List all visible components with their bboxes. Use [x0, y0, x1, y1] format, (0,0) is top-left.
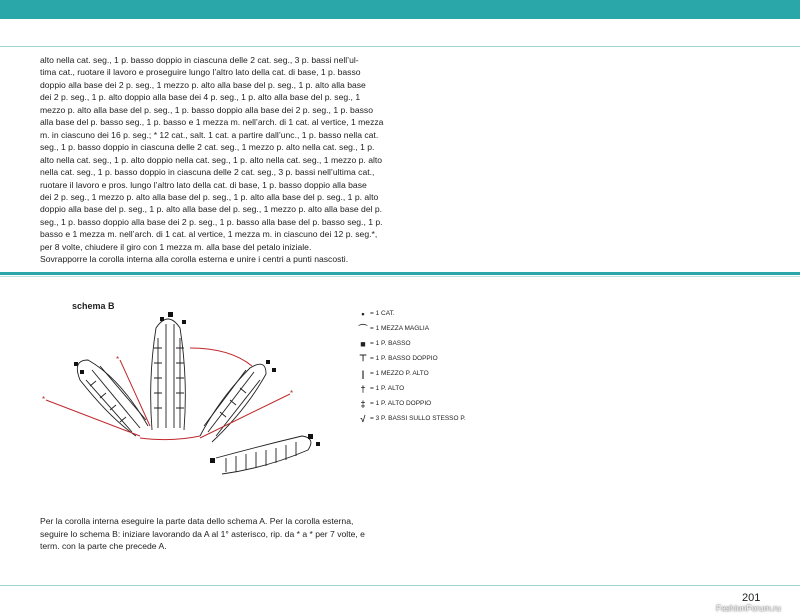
- stitch-marker: [80, 370, 84, 374]
- asterisk-marker: *: [116, 355, 120, 364]
- text-line: m. in ciascuno dei 16 p. seg.; * 12 cat., salt. 1 cat. a partire dall’unc., 1 p. basso nella cat.: [40, 129, 379, 140]
- stitch-marker: [168, 312, 173, 317]
- legend-label: = 1 P. BASSO: [370, 340, 411, 347]
- legend-label: = 1 CAT.: [370, 310, 395, 317]
- text-line: Per la corolla interna eseguire la parte data dello schema A. Per la corolla esterna,: [40, 516, 354, 526]
- single-crochet-icon: ■: [360, 338, 366, 349]
- text-line: seg., 1 p. basso doppio alla base dei 2 p. seg., 1 p. basso alla base del p. basso seg., 1 p.: [40, 216, 383, 227]
- stitch-legend: [356, 306, 536, 426]
- text-line: dei 2 p. seg., 1 p. alto doppio alla base dei 4 p. seg., 1 p. alto alla base del p. seg., 1: [40, 92, 361, 103]
- increase-icon: √: [360, 413, 366, 424]
- legend-label: = 1 MEZZA MAGLIA: [370, 325, 430, 332]
- text-line: alto nella cat. seg., 1 p. alto doppio nella cat. seg., 1 p. alto nella cat. seg., 1 mezzo p. alto: [40, 154, 383, 165]
- stitch-marker: [182, 320, 186, 324]
- stitch-marker: [210, 458, 215, 463]
- asterisk-marker: *: [42, 395, 46, 404]
- petal-lower-right: [216, 436, 311, 474]
- legend-item: [356, 336, 536, 351]
- section-divider-thin: [0, 276, 800, 277]
- legend-label: = 1 P. ALTO: [370, 385, 405, 392]
- legend-label: = 1 MEZZO P. ALTO: [370, 370, 429, 377]
- stitch-marker: [74, 362, 78, 366]
- stitch-marker: [272, 368, 276, 372]
- stitch-marker: [160, 317, 164, 321]
- text-line: basso e 1 mezza m. nell’arch. di 1 cat. al vertice, 1 mezza m. in ciascuno dei 12 p. seg.*,: [40, 229, 378, 240]
- text-line: term. con la parte che precede A.: [40, 541, 167, 551]
- section-divider: [0, 272, 800, 275]
- petal-vertical: [151, 319, 186, 430]
- text-line: per 8 volte, chiudere il giro con 1 mezza m. alla base del petalo iniziale.: [40, 241, 312, 252]
- legend-label: = 1 P. ALTO DOPPIO: [370, 400, 432, 407]
- text-line: ruotare il lavoro e pros. lungo l’altro lato della cat. di base, 1 p. basso doppio alla base: [40, 179, 367, 190]
- text-line: dei 2 p. seg., 1 mezzo p. alto alla base del p. seg., 1 p. alto alla base del p. seg., 1 p. alto: [40, 191, 379, 202]
- legend-item: [356, 396, 536, 411]
- legend-item: [356, 306, 536, 321]
- legend-item: [356, 366, 536, 381]
- legend-item: [356, 351, 536, 366]
- double-crochet-icon: †: [360, 383, 366, 394]
- text-line: alla base del p. basso seg., 1 p. basso e 1 mezza m. nell’arch. di 1 cat. al vertice, 1 mezza: [40, 117, 384, 128]
- legend-label: = 1 P. BASSO DOPPIO: [370, 355, 438, 362]
- instructions-text: [40, 54, 388, 266]
- treble-crochet-icon: ‡: [360, 398, 366, 409]
- legend-item: [356, 321, 536, 336]
- top-accent-bar: [0, 0, 800, 19]
- text-line: mezzo p. alto alla base del p. seg., 1 p. basso doppio alla base dei 2 p. seg., 1 p. basso: [40, 104, 373, 115]
- schema-title: schema B: [72, 301, 115, 311]
- crochet-diagram: [40, 308, 340, 488]
- double-single-icon: ⊤: [359, 353, 367, 363]
- petal-right: [200, 364, 266, 442]
- text-line: seg., 1 p. basso doppio in ciascuna delle 2 cat. seg., 1 mezzo p. alto nella cat. seg., 1 p.: [40, 142, 375, 153]
- half-double-icon: |: [361, 368, 365, 379]
- stitch-marker: [316, 442, 320, 446]
- legend-label: = 3 P. BASSI SULLO STESSO P.: [370, 415, 466, 422]
- text-line: doppio alla base dei 2 p. seg., 1 mezzo p. alto alla base del p. seg., 1 p. alto alla base: [40, 79, 366, 90]
- chain-icon: •: [361, 308, 365, 319]
- footer-rule: [0, 585, 800, 586]
- header-rule: [0, 46, 800, 47]
- page-number: 201: [742, 592, 761, 604]
- watermark: FashionForum.ru: [716, 603, 781, 613]
- legend-item: [356, 411, 536, 426]
- text-line: seguire lo schema B: iniziare lavorando da A al 1° asterisco, rip. da * a * per 7 volte, e: [40, 528, 365, 539]
- slip-stitch-icon: ⌒: [358, 324, 368, 334]
- text-line: doppio alla base del p. seg., 1 p. alto alla base del p. seg., 1 mezzo p. alto alla base del p.: [40, 204, 383, 215]
- stitch-marker: [266, 360, 270, 364]
- asterisk-marker: *: [290, 389, 294, 398]
- stitch-marker: [308, 434, 313, 439]
- text-line: Sovrapporre la corolla interna alla corolla esterna e unire i centri a punti nascosti.: [40, 254, 349, 265]
- text-line: nella cat. seg., 1 p. basso doppio in ciascuna delle 2 cat. seg., 3 p. bassi nell’ultima cat.,: [40, 167, 375, 178]
- closing-text: [40, 515, 390, 553]
- text-line: alto nella cat. seg., 1 p. basso doppio in ciascuna delle 2 cat. seg., 3 p. bassi nell’ul-: [40, 55, 359, 65]
- text-line: tima cat., ruotare il lavoro e proseguire lungo l’altro lato della cat. di base, 1 p. basso: [40, 67, 361, 78]
- legend-item: [356, 381, 536, 396]
